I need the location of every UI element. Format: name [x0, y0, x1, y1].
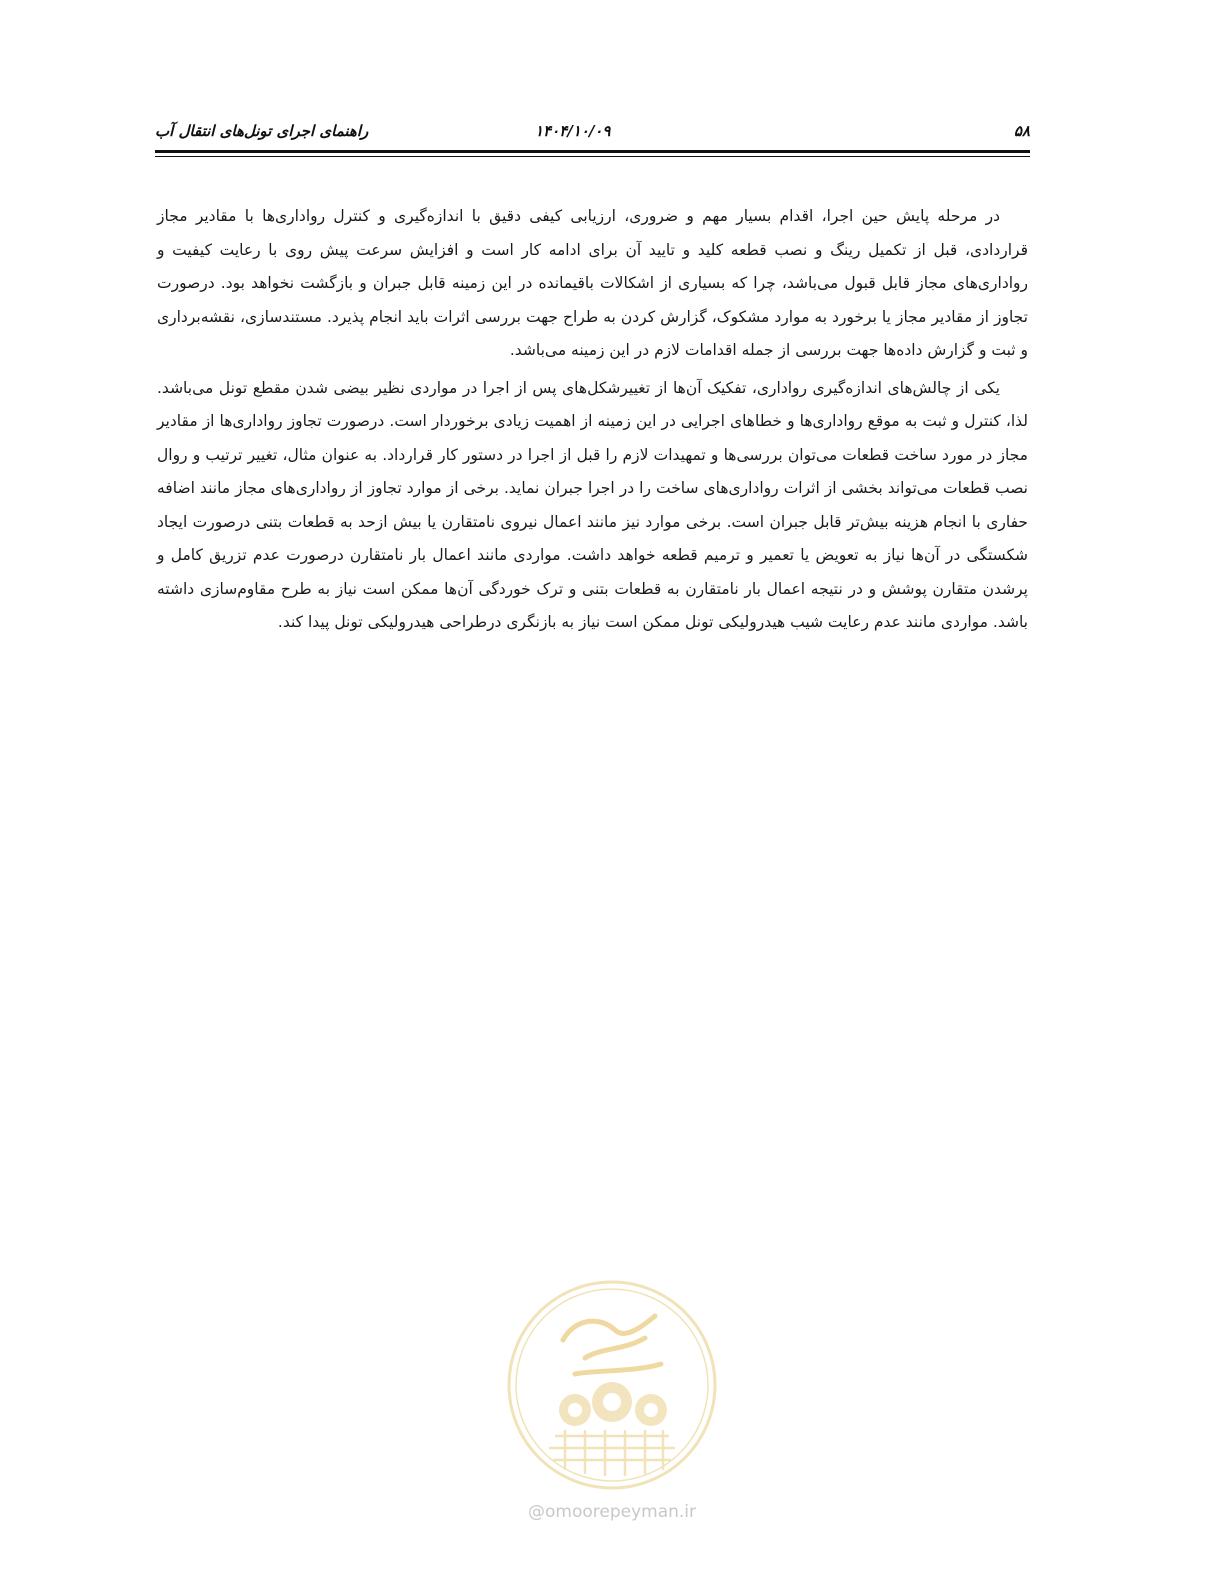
watermark-url: @omoorepeyman.ir	[527, 1502, 697, 1522]
header-date: ۱۴۰۴/۱۰/۰۹	[535, 122, 611, 140]
paragraph-monitoring: در مرحله پایش حین اجرا، اقدام بسیار مهم و ضروری، ارزیابی کیفی دقیق با اندازه‌گیری و کنترل رواداری‌ها با مقادیر مجاز قراردادی، قبل از تکمیل رینگ و نصب قطعه کلید و تایید آن برای ادامه کار است و افزایش سرعت پیش روی با رعایت کیفیت و رواداری‌های مجاز قابل قبول می‌باشد، چرا که بسیاری از اشکالات باقیمانده در این زمینه قابل جبران و بازگشت نخواهد بود. درصورت تجاوز از مقادیر مجاز یا برخورد به موارد مشکوک، گزارش کردن به طراح جهت بررسی اثرات باید انجام پذیرد. مستندسازی، نقشه‌برداری و ثبت و گزارش داده‌ها جهت بررسی از جمله اقدامات لازم در این زمینه می‌باشد.	[157, 207, 1028, 359]
page-number: ۵۸	[1013, 122, 1030, 140]
body-text	[157, 200, 1028, 644]
page-header	[155, 118, 1030, 148]
header-rule-thick	[155, 150, 1030, 153]
header-rule-thin	[155, 156, 1030, 157]
watermark-logo	[505, 1278, 719, 1492]
paragraph-tolerance-challenges: یکی از چالش‌های اندازه‌گیری رواداری، تفکیک آن‌ها از تغییرشکل‌های پس از اجرا در مواردی نظیر بیضی شدن مقطع تونل می‌باشد. لذا، کنترل و ثبت به موقع رواداری‌ها و خطاهای اجرایی در این زمینه از اهمیت زیادی برخوردار است. درصورت تجاوز رواداری‌ها از مقادیر مجاز در مورد ساخت قطعات می‌توان بررسی‌ها و تمهیدات لازم را قبل از اجرا در دستور کار قرارداد. به عنوان مثال، تغییر ترتیب و روال نصب قطعات می‌تواند بخشی از اثرات رواداری‌های ساخت را در اجرا جبران نماید. برخی از موارد تجاوز از رواداری‌های مجاز مانند اضافه حفاری با انجام هزینه بیش‌تر قابل جبران است. برخی موارد نیز مانند اعمال نیروی نامتقارن یا بیش ازحد به قطعات بتنی درصورت ایجاد شکستگی در آن‌ها نیاز به تعویض یا تعمیر و ترمیم قطعه خواهد داشت. مواردی مانند اعمال بار نامتقارن درصورت عدم تزریق کامل و پرشدن متقارن پوشش و در نتیجه اعمال بار نامتقارن به قطعات بتنی و ترک خوردگی آن‌ها ممکن است نیاز به طرح مقاوم‌سازی داشته باشد. مواردی مانند عدم رعایت شیب هیدرولیکی تونل ممکن است نیاز به بازنگری درطراحی هیدرولیکی تونل پیدا کند.	[157, 378, 1028, 631]
running-title: راهنمای اجرای تونل‌های انتقال آب	[155, 122, 369, 140]
